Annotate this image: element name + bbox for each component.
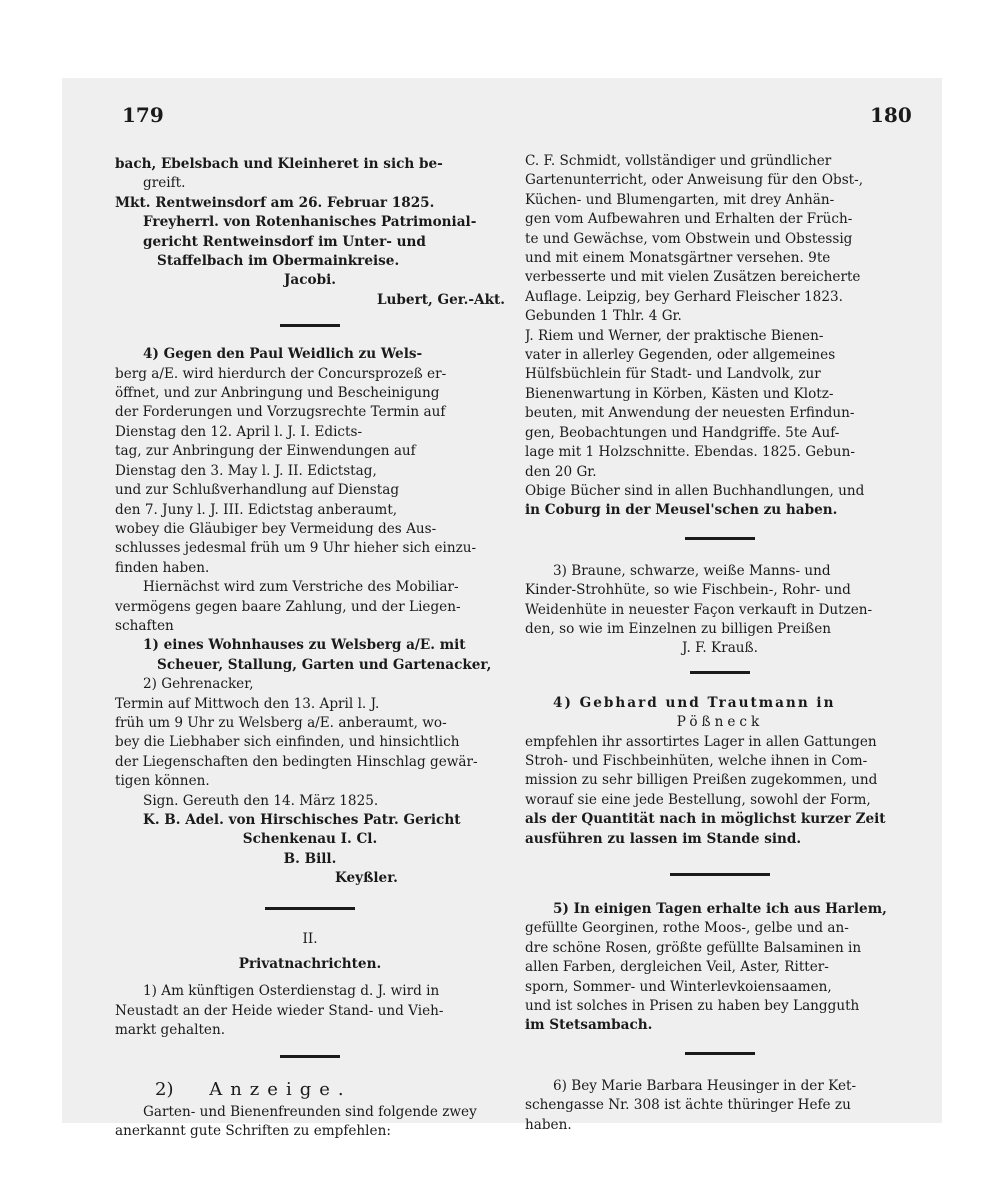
text-line: Dienstag den 3. May l. J. II. Edictstag,: [115, 462, 377, 479]
text-line: beuten, mit Anwendung der neuesten Erfindun-: [525, 405, 855, 422]
divider: [670, 873, 770, 876]
page-number-right: 180: [870, 103, 912, 127]
text-line: anerkannt gute Schriften zu empfehlen:: [115, 1123, 391, 1140]
text-line: öffnet, und zur Anbringung und Bescheinigung: [115, 385, 440, 402]
left-column: [115, 155, 505, 1142]
text-line: und mit einem Monatsgärtner versehen. 9te: [525, 250, 831, 267]
text-line: gefüllte Georginen, rothe Moos-, gelbe und an-: [525, 920, 849, 937]
text-line: und ist solches in Prisen zu haben bey Langguth: [525, 998, 860, 1015]
text-line: 4) Gegen den Paul Weidlich zu Wels-: [143, 346, 423, 363]
text-line: Sign. Gereuth den 14. März 1825.: [143, 792, 379, 809]
signature: Lubert, Ger.-Akt.: [376, 291, 505, 308]
text-line: tag, zur Anbringung der Einwendungen auf: [115, 443, 416, 460]
text-line: tigen können.: [115, 773, 210, 790]
text-line: Küchen- und Blumengarten, mit drey Anhän-: [525, 191, 835, 208]
text-line: den, so wie im Einzelnen zu billigen Preißen: [525, 620, 832, 637]
text-line: 1) Am künftigen Osterdienstag d. J. wird in: [143, 983, 440, 1000]
text-line: Gebunden 1 Thlr. 4 Gr.: [525, 308, 682, 325]
text-line: gen vom Aufbewahren und Erhalten der Früch-: [525, 211, 853, 228]
text-line: den 20 Gr.: [525, 463, 597, 480]
text-line: Schenkenau I. Cl.: [242, 831, 378, 848]
text-line: schlusses jedesmal früh um 9 Uhr hieher sich einzu-: [115, 540, 477, 557]
divider: [280, 1055, 340, 1058]
text-line: Auflage. Leipzig, bey Gerhard Fleischer 1823.: [525, 288, 843, 305]
text-line: schaften: [115, 617, 174, 634]
text-line: Stroh- und Fischbeinhüten, welche ihnen in Com-: [525, 752, 868, 769]
text-line: Termin auf Mittwoch den 13. April l. J.: [115, 695, 380, 712]
text-line: Kinder-Strohhüte, so wie Fischbein-, Rohr- und: [525, 582, 851, 599]
anzeige-title: Anzeige.: [209, 1079, 352, 1100]
text-line: bey die Liebhaber sich einfinden, und hinsichtlich: [115, 734, 460, 751]
text-line: gericht Rentweinsdorf im Unter- und: [143, 233, 426, 250]
text-line: der Liegenschaften den bedingten Hinschlag gewär-: [115, 753, 478, 770]
text-line: 1) eines Wohnhauses zu Welsberg a/E. mit: [143, 637, 466, 654]
text-line: markt gehalten.: [115, 1022, 226, 1039]
text-line: dre schöne Rosen, größte gefüllte Balsaminen in: [525, 939, 862, 956]
text-line: Neustadt an der Heide wieder Stand- und Vieh-: [115, 1002, 444, 1019]
text-line: allen Farben, dergleichen Veil, Aster, Ritter-: [525, 959, 829, 976]
text-line: den 7. Juny l. J. III. Edictstag anberaumt,: [115, 501, 398, 518]
page-number-left: 179: [122, 103, 164, 127]
divider: [265, 907, 355, 910]
text-line: bach, Ebelsbach und Kleinheret in sich be-: [115, 156, 443, 172]
text-line: finden haben.: [115, 559, 210, 576]
text-line: J. Riem und Werner, der praktische Bienen-: [525, 327, 824, 344]
text-line: C. F. Schmidt, vollständiger und gründlicher: [525, 153, 832, 169]
divider: [690, 671, 750, 674]
text-line: Staffelbach im Obermainkreise.: [157, 253, 400, 270]
text-line: in Coburg in der Meusel'schen zu haben.: [525, 502, 838, 519]
signature: B. Bill.: [283, 850, 337, 867]
text-line: früh um 9 Uhr zu Welsberg a/E. anberaumt, wo-: [115, 714, 447, 731]
text-line: Pößneck: [676, 714, 764, 731]
divider: [280, 324, 340, 327]
text-line: worauf sie eine jede Bestellung, sowohl der Form,: [525, 791, 871, 808]
section-title: Privatnachrichten.: [238, 956, 382, 973]
text-line: als der Quantität nach in möglichst kurzer Zeit: [525, 811, 886, 828]
text-line: haben.: [525, 1116, 572, 1133]
text-line: Hiernächst wird zum Verstriche des Mobiliar-: [143, 579, 459, 596]
text-line: 2) Gehrenacker,: [143, 676, 254, 693]
text-line: Freyherrl. von Rotenhanisches Patrimonial-: [143, 214, 477, 231]
text-line: Weidenhüte in neuester Façon verkauft in Dutzen-: [525, 601, 873, 618]
text-line: 3) Braune, schwarze, weiße Manns- und: [553, 562, 831, 579]
section-number: II.: [302, 930, 318, 947]
text-line: im Stetsambach.: [525, 1017, 653, 1034]
text-line: Mkt. Rentweinsdorf am 26. Februar 1825.: [115, 194, 435, 211]
text-line: Hülfsbüchlein für Stadt- und Landvolk, zur: [525, 366, 821, 383]
text-line: sporn, Sommer- und Winterlevkoiensaamen,: [525, 978, 832, 995]
text-line: Scheuer, Stallung, Garten und Gartenacker,: [157, 656, 492, 673]
text-line: mission zu sehr billigen Preißen zugekommen, und: [525, 772, 878, 789]
divider: [685, 1052, 755, 1055]
text-line: berg a/E. wird hierdurch der Concursprozeß er-: [115, 365, 447, 382]
text-line: gen, Beobachtungen und Handgriffe. 5te Auf-: [525, 424, 840, 441]
signature: J. F. Krauß.: [682, 640, 758, 657]
text-line: schengasse Nr. 308 ist ächte thüringer Hefe zu: [525, 1097, 851, 1114]
text-line: 5) In einigen Tagen erhalte ich aus Harlem,: [553, 901, 887, 917]
text-line: verbesserte und mit vielen Zusätzen bereicherte: [525, 269, 861, 286]
text-line: der Forderungen und Vorzugsrechte Termin auf: [115, 404, 446, 421]
anzeige-heading: [115, 1080, 505, 1099]
text-line: te und Gewächse, vom Obstwein und Obstessig: [525, 230, 853, 247]
text-line: lage mit 1 Holzschnitte. Ebendas. 1825. Gebun-: [525, 444, 855, 461]
right-column: [525, 152, 915, 1135]
text-line: 4) Gebhard und Trautmann in: [553, 694, 836, 711]
divider: [685, 537, 755, 540]
text-line: Bienenwartung in Körben, Kästen und Klotz-: [525, 385, 834, 402]
text-line: Garten- und Bienenfreunden sind folgende zwey: [143, 1104, 477, 1121]
text-line: K. B. Adel. von Hirschisches Patr. Gericht: [143, 812, 461, 828]
text-line: und zur Schlußverhandlung auf Dienstag: [115, 482, 400, 499]
signature: Keyßler.: [335, 870, 398, 887]
text-line: empfehlen ihr assortirtes Lager in allen Gattungen: [525, 733, 877, 750]
text-line: Dienstag den 12. April l. J. I. Edicts-: [115, 423, 363, 440]
text-line: Obige Bücher sind in allen Buchhandlungen, und: [525, 482, 865, 499]
text-line: ausführen zu lassen im Stande sind.: [525, 830, 802, 847]
text-line: Gartenunterricht, oder Anweisung für den Obst-,: [525, 172, 864, 189]
text-line: greift.: [143, 175, 186, 192]
anzeige-number: 2): [155, 1079, 174, 1100]
text-line: vermögens gegen baare Zahlung, und der Liegen-: [115, 598, 461, 615]
text-line: wobey die Gläubiger bey Vermeidung des Aus-: [115, 520, 437, 537]
signature: Jacobi.: [284, 272, 336, 289]
text-line: vater in allerley Gegenden, oder allgemeines: [525, 347, 836, 364]
text-line: 6) Bey Marie Barbara Heusinger in der Ket-: [553, 1077, 857, 1094]
